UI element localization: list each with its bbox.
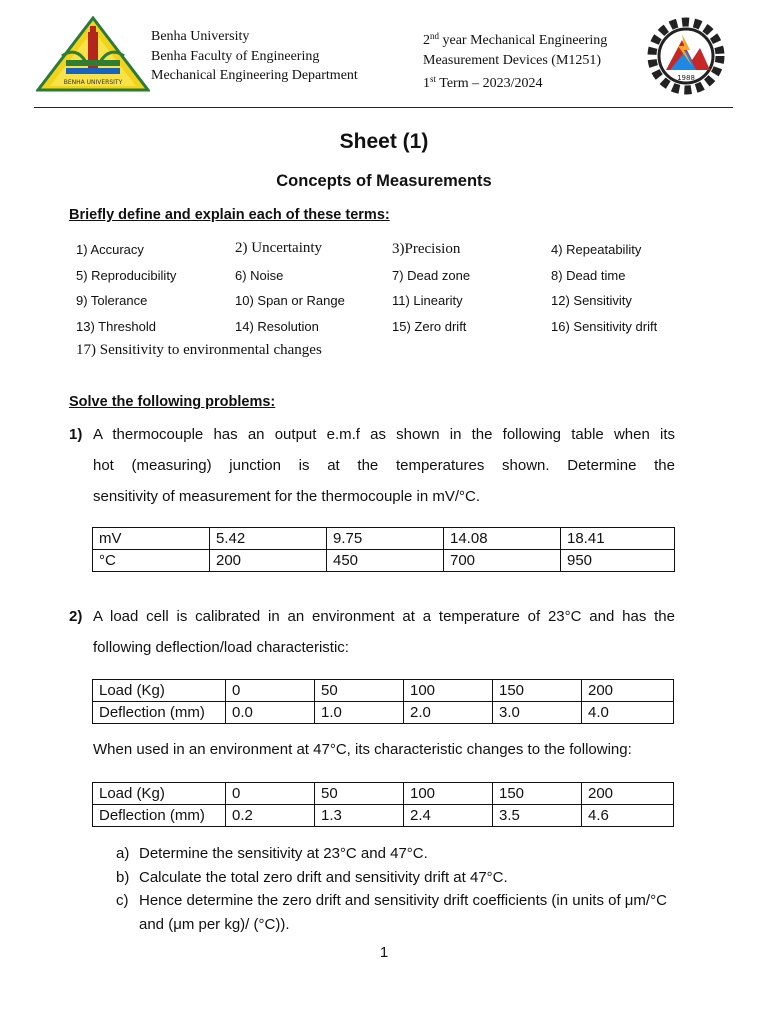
term-item: 13) Threshold bbox=[76, 319, 156, 334]
page-number: 1 bbox=[379, 944, 389, 961]
header-university: Benha University bbox=[151, 29, 250, 44]
table-cell: 0 bbox=[226, 783, 315, 805]
faculty-gear-logo bbox=[638, 14, 742, 102]
header-term: 1st Term – 2023/2024 bbox=[423, 74, 543, 91]
term-item: 17) Sensitivity to environmental changes bbox=[76, 342, 322, 358]
load-cell-table-47c bbox=[92, 782, 674, 827]
table-cell: 0.0 bbox=[226, 702, 315, 724]
environment-change-text: When used in an environment at 47°C, its characteristic changes to the following: bbox=[93, 741, 632, 758]
table-cell: 700 bbox=[444, 550, 561, 572]
term-item: 14) Resolution bbox=[235, 319, 319, 334]
svg-text:1988: 1988 bbox=[677, 74, 695, 82]
table-cell: 4.6 bbox=[582, 805, 674, 827]
table-cell: 150 bbox=[493, 680, 582, 702]
term-item: 3)Precision bbox=[392, 241, 461, 257]
list-item: a) Determine the sensitivity at 23°C and 47°C. bbox=[116, 845, 428, 862]
problem-2-text: A load cell is calibrated in an environment at a temperature of 23°C and has the following deflection/load characteristic: bbox=[93, 608, 675, 656]
term-item: 6) Noise bbox=[235, 268, 284, 283]
thermocouple-table bbox=[92, 527, 675, 572]
table-cell: 2.0 bbox=[404, 702, 493, 724]
benha-university-logo bbox=[36, 16, 150, 92]
term-item: 16) Sensitivity drift bbox=[551, 319, 658, 334]
table-cell: 3.0 bbox=[493, 702, 582, 724]
table-cell: 0 bbox=[226, 680, 315, 702]
define-heading: Briefly define and explain each of these terms: bbox=[69, 207, 390, 223]
table-cell: mV bbox=[93, 528, 210, 550]
table-cell: 14.08 bbox=[444, 528, 561, 550]
table-row bbox=[93, 702, 674, 724]
table-cell: Load (Kg) bbox=[93, 680, 226, 702]
page-subtitle: Concepts of Measurements bbox=[276, 172, 492, 190]
table-row bbox=[93, 680, 674, 702]
table-row bbox=[93, 783, 674, 805]
term-item: 12) Sensitivity bbox=[551, 293, 632, 308]
sub-questions bbox=[116, 842, 676, 936]
table-cell: Load (Kg) bbox=[93, 783, 226, 805]
term-item: 10) Span or Range bbox=[235, 293, 345, 308]
problem-1-text: A thermocouple has an output e.m.f as shown in the following table when its hot (measuring) junction is at the temperatures shown. Determine the sensitivity of measurement for the thermocouple in mV/°C. bbox=[93, 426, 675, 505]
term-item: 1) Accuracy bbox=[76, 242, 144, 257]
term-item: 8) Dead time bbox=[551, 268, 626, 283]
header-course-name: Measurement Devices (M1251) bbox=[423, 52, 602, 68]
table-cell: 0.2 bbox=[226, 805, 315, 827]
header-year: 2nd year Mechanical Engineering bbox=[423, 31, 608, 48]
problem-number: 2) bbox=[69, 608, 83, 625]
table-cell: 200 bbox=[582, 680, 674, 702]
table-cell: 950 bbox=[561, 550, 675, 572]
table-cell: 450 bbox=[327, 550, 444, 572]
problem-number: 1) bbox=[69, 426, 83, 443]
table-row bbox=[93, 550, 675, 572]
table-cell: 50 bbox=[315, 680, 404, 702]
table-row bbox=[93, 805, 674, 827]
load-cell-table-23c bbox=[92, 679, 674, 724]
svg-text:BENHA UNIVERSITY: BENHA UNIVERSITY bbox=[63, 79, 123, 86]
term-item: 2) Uncertainty bbox=[235, 240, 323, 256]
term-item: 9) Tolerance bbox=[76, 293, 148, 308]
list-item: b) Calculate the total zero drift and sensitivity drift at 47°C. bbox=[116, 868, 508, 886]
header-course bbox=[423, 27, 607, 94]
table-cell: 1.0 bbox=[315, 702, 404, 724]
table-cell: Deflection (mm) bbox=[93, 805, 226, 827]
table-cell: 150 bbox=[493, 783, 582, 805]
header-institution bbox=[151, 27, 358, 86]
page-title: Sheet (1) bbox=[339, 130, 429, 153]
table-cell: 100 bbox=[404, 680, 493, 702]
table-cell: 100 bbox=[404, 783, 493, 805]
table-cell: 5.42 bbox=[210, 528, 327, 550]
header-faculty: Benha Faculty of Engineering bbox=[151, 48, 320, 64]
table-row bbox=[93, 528, 675, 550]
table-cell: 200 bbox=[582, 783, 674, 805]
table-cell: 3.5 bbox=[493, 805, 582, 827]
table-cell: °C bbox=[93, 550, 210, 572]
table-cell: 50 bbox=[315, 783, 404, 805]
table-cell: 9.75 bbox=[327, 528, 444, 550]
header-department: Mechanical Engineering Department bbox=[151, 68, 358, 83]
table-cell: 1.3 bbox=[315, 805, 404, 827]
term-item: 4) Repeatability bbox=[551, 242, 642, 257]
header-divider bbox=[34, 107, 733, 108]
table-cell: 200 bbox=[210, 550, 327, 572]
table-cell: Deflection (mm) bbox=[93, 702, 226, 724]
table-cell: 18.41 bbox=[561, 528, 675, 550]
solve-heading: Solve the following problems: bbox=[69, 394, 276, 410]
term-item: 7) Dead zone bbox=[392, 268, 471, 283]
table-cell: 4.0 bbox=[582, 702, 674, 724]
list-item: c) Hence determine the zero drift and sensitivity drift coefficients (in units of μm/°C and (μm per kg)/ (°C)). bbox=[116, 892, 667, 933]
table-cell: 2.4 bbox=[404, 805, 493, 827]
term-item: 11) Linearity bbox=[392, 293, 463, 308]
term-item: 15) Zero drift bbox=[392, 319, 467, 334]
term-item: 5) Reproducibility bbox=[76, 268, 177, 283]
